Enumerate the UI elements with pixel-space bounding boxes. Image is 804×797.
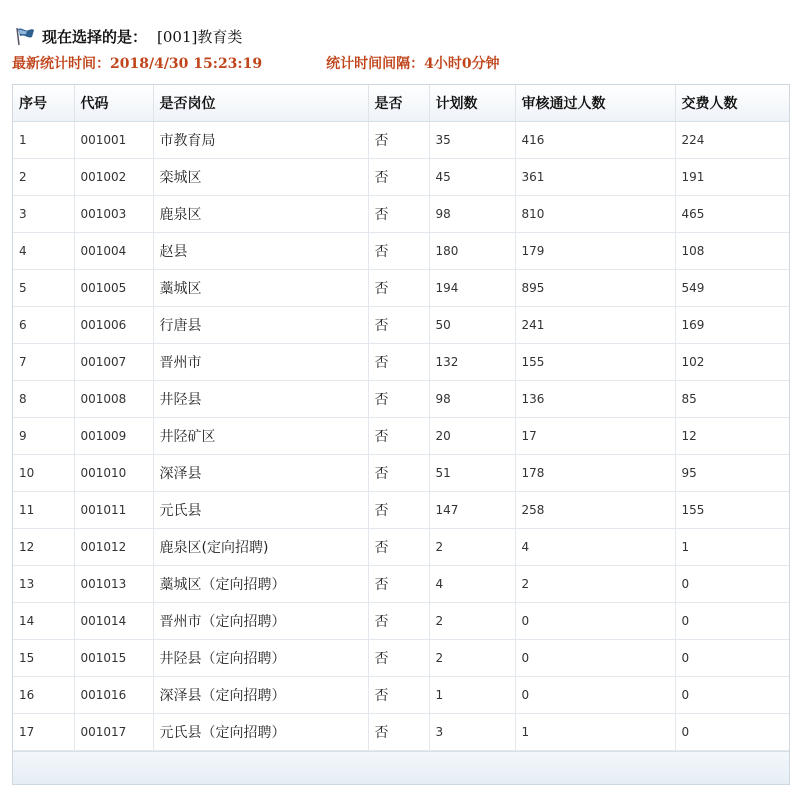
- cell-code: 001006: [74, 307, 153, 344]
- cell-code: 001015: [74, 640, 153, 677]
- cell-yesno: 否: [368, 603, 429, 640]
- cell-code: 001002: [74, 159, 153, 196]
- cell-position: 赵县: [153, 233, 368, 270]
- cell-plan: 45: [429, 159, 515, 196]
- cell-plan: 132: [429, 344, 515, 381]
- table-row: [13, 270, 789, 307]
- cell-approved: 155: [515, 344, 675, 381]
- cell-approved: 0: [515, 677, 675, 714]
- data-table-container: [12, 84, 790, 785]
- cell-paid: 155: [675, 492, 789, 529]
- cell-position: 行唐县: [153, 307, 368, 344]
- table-row: [13, 418, 789, 455]
- cell-paid: 549: [675, 270, 789, 307]
- cell-paid: 224: [675, 122, 789, 159]
- cell-index: 12: [13, 529, 74, 566]
- cell-approved: 136: [515, 381, 675, 418]
- cell-index: 4: [13, 233, 74, 270]
- cell-yesno: 否: [368, 455, 429, 492]
- cell-yesno: 否: [368, 418, 429, 455]
- cell-code: 001011: [74, 492, 153, 529]
- cell-paid: 191: [675, 159, 789, 196]
- cell-approved: 17: [515, 418, 675, 455]
- cell-position: 井陉矿区: [153, 418, 368, 455]
- cell-approved: 241: [515, 307, 675, 344]
- column-header-approved[interactable]: 审核通过人数: [515, 85, 675, 122]
- table-row: [13, 677, 789, 714]
- cell-index: 6: [13, 307, 74, 344]
- table-row: [13, 344, 789, 381]
- table-row: [13, 455, 789, 492]
- cell-code: 001014: [74, 603, 153, 640]
- cell-code: 001016: [74, 677, 153, 714]
- cell-code: 001007: [74, 344, 153, 381]
- cell-yesno: 否: [368, 307, 429, 344]
- cell-index: 14: [13, 603, 74, 640]
- table-footer-bar: [13, 751, 789, 784]
- cell-plan: 180: [429, 233, 515, 270]
- table-row: [13, 381, 789, 418]
- cell-paid: 0: [675, 640, 789, 677]
- cell-position: 藁城区: [153, 270, 368, 307]
- cell-index: 7: [13, 344, 74, 381]
- cell-position: 元氏县: [153, 492, 368, 529]
- cell-approved: 2: [515, 566, 675, 603]
- cell-index: 10: [13, 455, 74, 492]
- cell-yesno: 否: [368, 640, 429, 677]
- cell-approved: 178: [515, 455, 675, 492]
- table-row: [13, 714, 789, 751]
- cell-yesno: 否: [368, 122, 429, 159]
- table-row: [13, 307, 789, 344]
- table-row: [13, 492, 789, 529]
- data-table: [13, 85, 789, 751]
- cell-code: 001008: [74, 381, 153, 418]
- cell-index: 9: [13, 418, 74, 455]
- cell-approved: 0: [515, 603, 675, 640]
- column-header-yesno[interactable]: 是否: [368, 85, 429, 122]
- table-header-row: [13, 85, 789, 122]
- cell-paid: 465: [675, 196, 789, 233]
- selection-label: 现在选择的是：: [42, 27, 148, 46]
- cell-position: 井陉县（定向招聘）: [153, 640, 368, 677]
- column-header-paid[interactable]: 交费人数: [675, 85, 789, 122]
- cell-index: 11: [13, 492, 74, 529]
- table-row: [13, 159, 789, 196]
- cell-code: 001010: [74, 455, 153, 492]
- column-header-position[interactable]: 是否岗位: [153, 85, 368, 122]
- cell-plan: 98: [429, 381, 515, 418]
- cell-code: 001012: [74, 529, 153, 566]
- cell-paid: 85: [675, 381, 789, 418]
- cell-position: 深泽县（定向招聘）: [153, 677, 368, 714]
- column-header-index[interactable]: 序号: [13, 85, 74, 122]
- cell-position: 晋州市: [153, 344, 368, 381]
- cell-plan: 20: [429, 418, 515, 455]
- cell-code: 001004: [74, 233, 153, 270]
- cell-approved: 258: [515, 492, 675, 529]
- cell-code: 001003: [74, 196, 153, 233]
- cell-index: 8: [13, 381, 74, 418]
- cell-index: 2: [13, 159, 74, 196]
- column-header-code[interactable]: 代码: [74, 85, 153, 122]
- cell-position: 藁城区（定向招聘）: [153, 566, 368, 603]
- cell-yesno: 否: [368, 196, 429, 233]
- table-row: [13, 529, 789, 566]
- cell-yesno: 否: [368, 233, 429, 270]
- cell-paid: 102: [675, 344, 789, 381]
- cell-position: 深泽县: [153, 455, 368, 492]
- table-row: [13, 640, 789, 677]
- cell-index: 5: [13, 270, 74, 307]
- cell-plan: 1: [429, 677, 515, 714]
- cell-index: 17: [13, 714, 74, 751]
- cell-approved: 4: [515, 529, 675, 566]
- cell-yesno: 否: [368, 714, 429, 751]
- cell-code: 001005: [74, 270, 153, 307]
- cell-index: 13: [13, 566, 74, 603]
- cell-approved: 1: [515, 714, 675, 751]
- cell-code: 001013: [74, 566, 153, 603]
- cell-paid: 169: [675, 307, 789, 344]
- cell-yesno: 否: [368, 529, 429, 566]
- cell-approved: 416: [515, 122, 675, 159]
- cell-paid: 0: [675, 566, 789, 603]
- cell-paid: 95: [675, 455, 789, 492]
- cell-paid: 0: [675, 714, 789, 751]
- cell-plan: 35: [429, 122, 515, 159]
- cell-yesno: 否: [368, 677, 429, 714]
- cell-index: 16: [13, 677, 74, 714]
- cell-yesno: 否: [368, 344, 429, 381]
- cell-approved: 0: [515, 640, 675, 677]
- column-header-plan[interactable]: 计划数: [429, 85, 515, 122]
- cell-approved: 179: [515, 233, 675, 270]
- cell-position: 栾城区: [153, 159, 368, 196]
- cell-plan: 194: [429, 270, 515, 307]
- cell-yesno: 否: [368, 492, 429, 529]
- table-row: [13, 196, 789, 233]
- cell-plan: 2: [429, 603, 515, 640]
- selection-header: [14, 24, 242, 48]
- cell-plan: 50: [429, 307, 515, 344]
- cell-plan: 147: [429, 492, 515, 529]
- flag-icon: [14, 26, 36, 46]
- cell-paid: 12: [675, 418, 789, 455]
- table-row: [13, 233, 789, 270]
- cell-yesno: 否: [368, 270, 429, 307]
- cell-yesno: 否: [368, 566, 429, 603]
- table-row: [13, 566, 789, 603]
- cell-position: 市教育局: [153, 122, 368, 159]
- cell-plan: 2: [429, 529, 515, 566]
- cell-position: 晋州市（定向招聘）: [153, 603, 368, 640]
- cell-index: 15: [13, 640, 74, 677]
- cell-paid: 0: [675, 603, 789, 640]
- cell-position: 鹿泉区: [153, 196, 368, 233]
- cell-approved: 810: [515, 196, 675, 233]
- cell-position: 元氏县（定向招聘）: [153, 714, 368, 751]
- cell-yesno: 否: [368, 381, 429, 418]
- cell-approved: 895: [515, 270, 675, 307]
- cell-code: 001001: [74, 122, 153, 159]
- cell-yesno: 否: [368, 159, 429, 196]
- cell-index: 1: [13, 122, 74, 159]
- table-row: [13, 122, 789, 159]
- cell-position: 鹿泉区(定向招聘): [153, 529, 368, 566]
- latest-stat-time: 最新统计时间：2018/4/30 15:23:19: [12, 56, 263, 72]
- cell-position: 井陉县: [153, 381, 368, 418]
- stats-bar: [12, 52, 500, 74]
- cell-plan: 3: [429, 714, 515, 751]
- cell-plan: 2: [429, 640, 515, 677]
- cell-paid: 1: [675, 529, 789, 566]
- cell-plan: 4: [429, 566, 515, 603]
- cell-code: 001009: [74, 418, 153, 455]
- cell-plan: 98: [429, 196, 515, 233]
- stat-interval: 统计时间间隔：4小时0分钟: [326, 56, 500, 72]
- cell-paid: 108: [675, 233, 789, 270]
- cell-index: 3: [13, 196, 74, 233]
- selection-value: [001]教育类: [157, 27, 243, 46]
- cell-approved: 361: [515, 159, 675, 196]
- table-row: [13, 603, 789, 640]
- cell-paid: 0: [675, 677, 789, 714]
- cell-code: 001017: [74, 714, 153, 751]
- cell-plan: 51: [429, 455, 515, 492]
